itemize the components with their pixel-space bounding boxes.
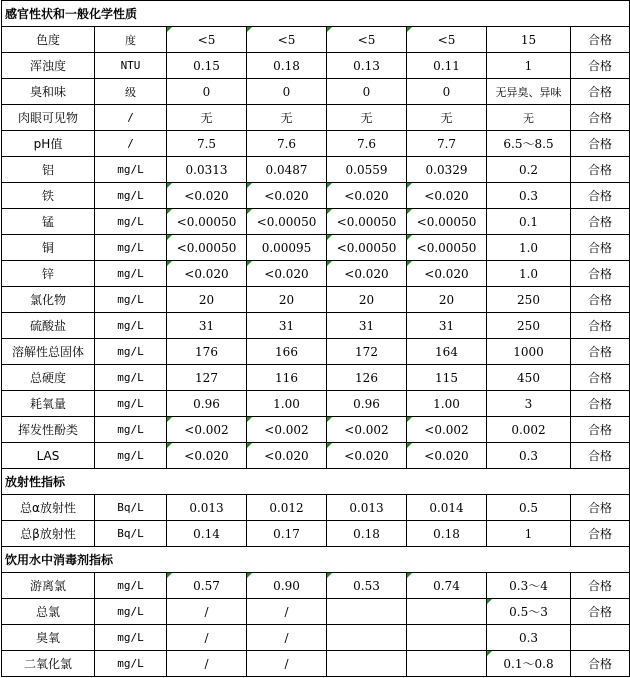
limit-cell: 3 (487, 391, 571, 417)
sample-value-cell: 0.74 (407, 573, 487, 599)
sample-value-cell: <5 (247, 27, 327, 53)
sample-value-cell: 1.00 (247, 391, 327, 417)
unit-cell: mg/L (95, 313, 167, 339)
item-name-cell: 色度 (2, 27, 95, 53)
sample-value-cell: <0.020 (327, 261, 407, 287)
section-title: 放射性指标 (2, 469, 630, 495)
sample-value-cell: 20 (247, 287, 327, 313)
verdict-cell (571, 625, 630, 651)
verdict-cell: 合格 (571, 651, 630, 677)
verdict-cell: 合格 (571, 27, 630, 53)
verdict-cell: 合格 (571, 339, 630, 365)
sample-value-cell: <0.00050 (407, 209, 487, 235)
sample-value-cell: <0.00050 (167, 209, 247, 235)
table-row (2, 495, 630, 521)
sample-value-cell: 0.17 (247, 521, 327, 547)
sample-value-cell: <0.00050 (247, 209, 327, 235)
sample-value-cell: / (247, 651, 327, 677)
item-name-cell: 锰 (2, 209, 95, 235)
item-name-cell: 臭和味 (2, 79, 95, 105)
item-name-cell: 总α放射性 (2, 495, 95, 521)
unit-cell: mg/L (95, 235, 167, 261)
sample-value-cell: 172 (327, 339, 407, 365)
sample-value-cell: <5 (167, 27, 247, 53)
table-row (2, 131, 630, 157)
sample-value-cell: 0.15 (167, 53, 247, 79)
unit-cell: / (95, 105, 167, 131)
table-row (2, 651, 630, 677)
verdict-cell: 合格 (571, 573, 630, 599)
item-name-cell: 浑浊度 (2, 53, 95, 79)
limit-cell: 250 (487, 313, 571, 339)
sample-value-cell: 0.96 (167, 391, 247, 417)
verdict-cell: 合格 (571, 131, 630, 157)
verdict-cell: 合格 (571, 235, 630, 261)
sample-value-cell: 0.0313 (167, 157, 247, 183)
sample-value-cell: / (247, 599, 327, 625)
sample-value-cell: 0 (247, 79, 327, 105)
sample-value-cell: 31 (247, 313, 327, 339)
water-quality-table (1, 0, 630, 677)
sample-value-cell (327, 599, 407, 625)
sample-value-cell: <0.002 (327, 417, 407, 443)
verdict-cell: 合格 (571, 417, 630, 443)
sample-value-cell: 0.00095 (247, 235, 327, 261)
sample-value-cell: 无 (407, 105, 487, 131)
limit-cell: 15 (487, 27, 571, 53)
sample-value-cell: 115 (407, 365, 487, 391)
sample-value-cell (327, 651, 407, 677)
sample-value-cell: 0 (407, 79, 487, 105)
sample-value-cell: 0.90 (247, 573, 327, 599)
sample-value-cell: 0.0559 (327, 157, 407, 183)
unit-cell: 度 (95, 27, 167, 53)
item-name-cell: 氯化物 (2, 287, 95, 313)
limit-cell: 250 (487, 287, 571, 313)
sample-value-cell: 0.57 (167, 573, 247, 599)
table-row (2, 313, 630, 339)
sample-value-cell: 0.013 (167, 495, 247, 521)
sample-value-cell: 176 (167, 339, 247, 365)
sample-value-cell: 20 (327, 287, 407, 313)
sample-value-cell: 127 (167, 365, 247, 391)
sample-value-cell: 0.0487 (247, 157, 327, 183)
sample-value-cell: 31 (407, 313, 487, 339)
limit-cell: 1.0 (487, 235, 571, 261)
sample-value-cell (327, 625, 407, 651)
sample-value-cell: <0.002 (407, 417, 487, 443)
sample-value-cell: 0.96 (327, 391, 407, 417)
unit-cell: mg/L (95, 417, 167, 443)
table-row (2, 157, 630, 183)
sample-value-cell: 0.012 (247, 495, 327, 521)
table-row (2, 27, 630, 53)
item-name-cell: 挥发性酚类 (2, 417, 95, 443)
sample-value-cell: <0.020 (167, 443, 247, 469)
sample-value-cell: 0.11 (407, 53, 487, 79)
limit-cell: 0.1 (487, 209, 571, 235)
table-body (2, 1, 630, 677)
item-name-cell: 铜 (2, 235, 95, 261)
sample-value-cell: 31 (327, 313, 407, 339)
unit-cell: / (95, 131, 167, 157)
sample-value-cell: 0.18 (327, 521, 407, 547)
verdict-cell: 合格 (571, 157, 630, 183)
item-name-cell: LAS (2, 443, 95, 469)
sample-value-cell: <0.020 (327, 183, 407, 209)
table-row (2, 105, 630, 131)
unit-cell: mg/L (95, 157, 167, 183)
unit-cell: mg/L (95, 183, 167, 209)
item-name-cell: 硫酸盐 (2, 313, 95, 339)
limit-cell: 6.5～8.5 (487, 131, 571, 157)
item-name-cell: 溶解性总固体 (2, 339, 95, 365)
verdict-cell: 合格 (571, 313, 630, 339)
sample-value-cell: <0.00050 (327, 209, 407, 235)
verdict-cell: 合格 (571, 495, 630, 521)
limit-cell: 1 (487, 53, 571, 79)
limit-cell: 无异臭、异味 (487, 79, 571, 105)
verdict-cell: 合格 (571, 79, 630, 105)
sample-value-cell: / (167, 625, 247, 651)
sample-value-cell: <0.020 (407, 183, 487, 209)
unit-cell: mg/L (95, 391, 167, 417)
item-name-cell: 铝 (2, 157, 95, 183)
table-row (2, 521, 630, 547)
limit-cell: 0.2 (487, 157, 571, 183)
limit-cell: 0.5～3 (487, 599, 571, 625)
sample-value-cell (407, 599, 487, 625)
sample-value-cell: <0.002 (167, 417, 247, 443)
table-row (2, 209, 630, 235)
sample-value-cell: <0.020 (167, 261, 247, 287)
unit-cell: mg/L (95, 625, 167, 651)
unit-cell: mg/L (95, 287, 167, 313)
section-title: 感官性状和一般化学性质 (2, 1, 630, 27)
limit-cell: 1.0 (487, 261, 571, 287)
verdict-cell: 合格 (571, 365, 630, 391)
sample-value-cell: 0.013 (327, 495, 407, 521)
sample-value-cell: <5 (327, 27, 407, 53)
unit-cell: mg/L (95, 443, 167, 469)
sample-value-cell: <0.020 (247, 443, 327, 469)
sample-value-cell: <0.00050 (407, 235, 487, 261)
section-header-row (2, 1, 630, 27)
section-header-row (2, 469, 630, 495)
table-row (2, 261, 630, 287)
limit-cell: 0.3 (487, 625, 571, 651)
sample-value-cell: 7.5 (167, 131, 247, 157)
sample-value-cell: <0.020 (247, 183, 327, 209)
sample-value-cell: <0.020 (247, 261, 327, 287)
limit-cell: 0.3 (487, 183, 571, 209)
sample-value-cell: <0.020 (407, 261, 487, 287)
sample-value-cell: 无 (247, 105, 327, 131)
limit-cell: 无 (487, 105, 571, 131)
sample-value-cell: <0.00050 (327, 235, 407, 261)
limit-cell: 0.3～4 (487, 573, 571, 599)
verdict-cell: 合格 (571, 443, 630, 469)
verdict-cell: 合格 (571, 53, 630, 79)
sample-value-cell: 0.14 (167, 521, 247, 547)
verdict-cell: 合格 (571, 209, 630, 235)
item-name-cell: 游离氯 (2, 573, 95, 599)
sample-value-cell: 0.18 (407, 521, 487, 547)
unit-cell: mg/L (95, 573, 167, 599)
unit-cell: Bq/L (95, 495, 167, 521)
sample-value-cell: / (247, 625, 327, 651)
sample-value-cell (407, 625, 487, 651)
limit-cell: 0.3 (487, 443, 571, 469)
item-name-cell: 总硬度 (2, 365, 95, 391)
sample-value-cell: <0.020 (327, 443, 407, 469)
item-name-cell: 锌 (2, 261, 95, 287)
unit-cell: mg/L (95, 261, 167, 287)
item-name-cell: pH值 (2, 131, 95, 157)
sample-value-cell: 166 (247, 339, 327, 365)
sample-value-cell (407, 651, 487, 677)
limit-cell: 0.5 (487, 495, 571, 521)
table-row (2, 183, 630, 209)
sample-value-cell: <0.002 (247, 417, 327, 443)
verdict-cell: 合格 (571, 599, 630, 625)
unit-cell: mg/L (95, 599, 167, 625)
section-header-row (2, 547, 630, 573)
sample-value-cell: 0.13 (327, 53, 407, 79)
sample-value-cell: / (167, 599, 247, 625)
unit-cell: mg/L (95, 651, 167, 677)
item-name-cell: 臭氧 (2, 625, 95, 651)
sample-value-cell: 0.53 (327, 573, 407, 599)
sample-value-cell: 164 (407, 339, 487, 365)
sample-value-cell: <0.020 (407, 443, 487, 469)
sample-value-cell: 116 (247, 365, 327, 391)
sample-value-cell: 0 (167, 79, 247, 105)
table-row (2, 625, 630, 651)
sample-value-cell: 无 (167, 105, 247, 131)
sample-value-cell: 无 (327, 105, 407, 131)
item-name-cell: 总氯 (2, 599, 95, 625)
verdict-cell: 合格 (571, 391, 630, 417)
verdict-cell: 合格 (571, 261, 630, 287)
table-row (2, 287, 630, 313)
limit-cell: 1 (487, 521, 571, 547)
table-row (2, 79, 630, 105)
unit-cell: mg/L (95, 209, 167, 235)
sample-value-cell: 7.6 (327, 131, 407, 157)
table-row (2, 391, 630, 417)
sample-value-cell: 0.18 (247, 53, 327, 79)
item-name-cell: 耗氧量 (2, 391, 95, 417)
unit-cell: 级 (95, 79, 167, 105)
verdict-cell: 合格 (571, 183, 630, 209)
sample-value-cell: <0.020 (167, 183, 247, 209)
table-row (2, 365, 630, 391)
item-name-cell: 总β放射性 (2, 521, 95, 547)
table-row (2, 599, 630, 625)
sample-value-cell: 0 (327, 79, 407, 105)
unit-cell: mg/L (95, 365, 167, 391)
table-row (2, 417, 630, 443)
sample-value-cell: 126 (327, 365, 407, 391)
item-name-cell: 肉眼可见物 (2, 105, 95, 131)
sample-value-cell: 20 (407, 287, 487, 313)
sample-value-cell: 0.0329 (407, 157, 487, 183)
sample-value-cell: <0.00050 (167, 235, 247, 261)
verdict-cell: 合格 (571, 287, 630, 313)
item-name-cell: 二氧化氯 (2, 651, 95, 677)
sample-value-cell: 20 (167, 287, 247, 313)
section-title: 饮用水中消毒剂指标 (2, 547, 630, 573)
unit-cell: Bq/L (95, 521, 167, 547)
table-row (2, 573, 630, 599)
limit-cell: 0.1～0.8 (487, 651, 571, 677)
limit-cell: 1000 (487, 339, 571, 365)
limit-cell: 450 (487, 365, 571, 391)
unit-cell: NTU (95, 53, 167, 79)
sample-value-cell: 7.7 (407, 131, 487, 157)
table-row (2, 443, 630, 469)
unit-cell: mg/L (95, 339, 167, 365)
limit-cell: 0.002 (487, 417, 571, 443)
table-row (2, 53, 630, 79)
table-row (2, 339, 630, 365)
sample-value-cell: / (167, 651, 247, 677)
verdict-cell: 合格 (571, 521, 630, 547)
sample-value-cell: <5 (407, 27, 487, 53)
sample-value-cell: 1.00 (407, 391, 487, 417)
item-name-cell: 铁 (2, 183, 95, 209)
sample-value-cell: 31 (167, 313, 247, 339)
sample-value-cell: 0.014 (407, 495, 487, 521)
verdict-cell: 合格 (571, 105, 630, 131)
sample-value-cell: 7.6 (247, 131, 327, 157)
table-row (2, 235, 630, 261)
